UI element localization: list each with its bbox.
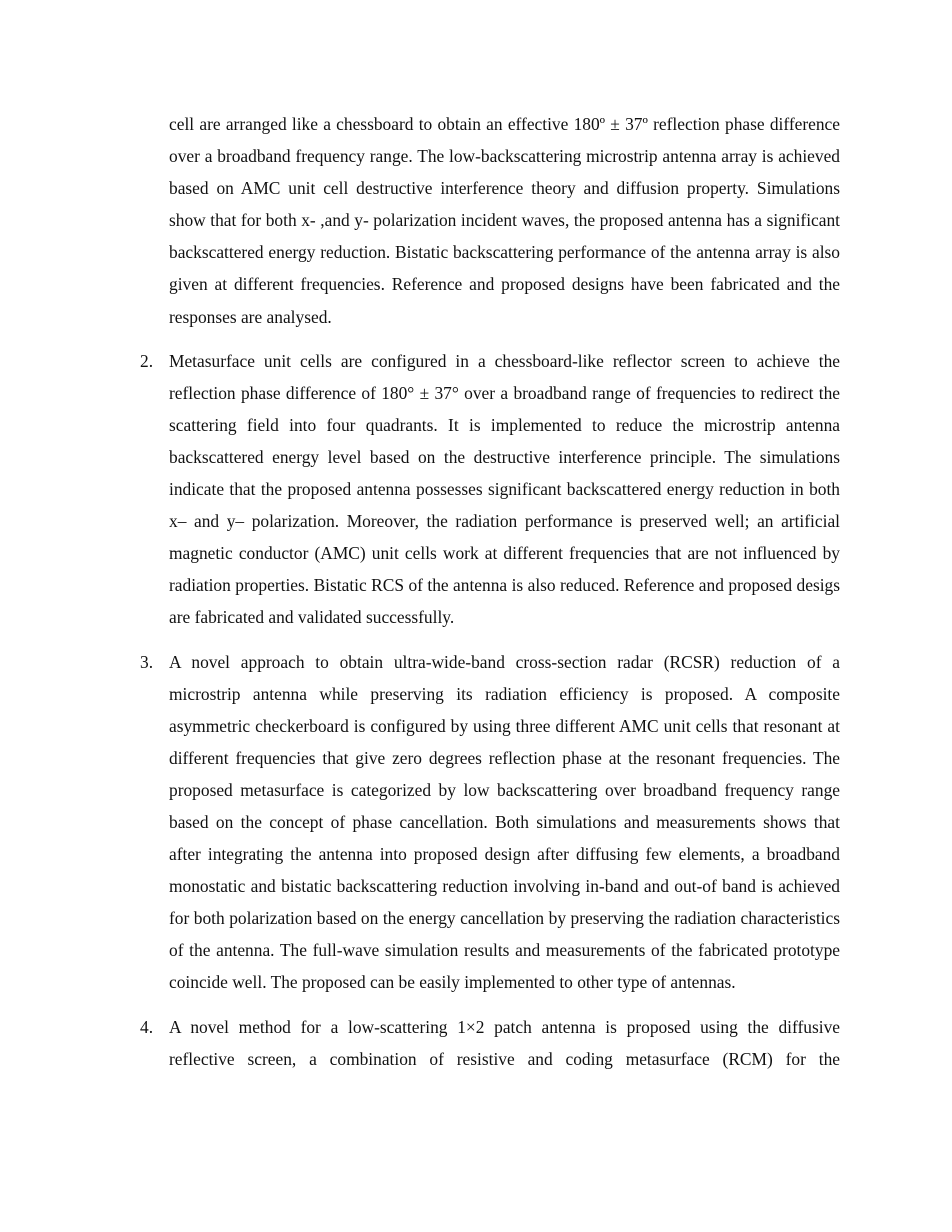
list-item-text: Metasurface unit cells are configured in a chessboard-like reflector screen to achieve the reflection phase difference of 180° ± 37° over a broadband range of frequencies to redirect the scattering field into four quadrants. It is implemented to reduce the microstrip antenna backscattered energy level based on the destructive interference principle. The simulations indicate that the proposed antenna possesses significant backscattered energy reduction in both x– and y– polarization. Moreover, the radiation performance is preserved well; an artificial magnetic conductor (AMC) unit cells work at different frequencies that are not influenced by radiation properties. Bistatic RCS of the antenna is also reduced. Reference and proposed desigs are fabricated and validated successfully. bbox=[169, 350, 840, 628]
list-item-text: A novel method for a low-scattering 1×2 patch antenna is proposed using the diffusive reflective screen, a combination of resistive and coding metasurface (RCM) for the bbox=[169, 1016, 840, 1069]
list-item bbox=[140, 1011, 840, 1075]
list-item-number: 4. bbox=[140, 1016, 154, 1037]
list-item-text: A novel approach to obtain ultra-wide-band cross-section radar (RCSR) reduction of a microstrip antenna while preserving its radiation efficiency is proposed. A composite asymmetric checkerboard is configured by using three different AMC unit cells that resonant at different frequencies that give zero degrees reflection phase at the resonant frequencies. The proposed metasurface is categorized by low backscattering over broadband frequency range based on the concept of phase cancellation. Both simulations and measurements shows that after integrating the antenna into proposed design after diffusing few elements, a broadband monostatic and bistatic backscattering reduction involving in-band and out-of band is achieved for both polarization based on the energy cancellation by preserving the radiation characteristics of the antenna. The full-wave simulation results and measurements of the fabricated prototype coincide well. The proposed can be easily implemented to other type of antennas. bbox=[169, 651, 840, 993]
list-item bbox=[140, 345, 840, 634]
list-item-number: 2. bbox=[140, 350, 154, 371]
intro-paragraph: cell are arranged like a chessboard to obtain an effective 180º ± 37º reflection phase difference over a broadband frequency range. The low-backscattering microstrip antenna array is achieved based on AMC unit cell destructive interference theory and diffusion property. Simulations show that for both x- ,and y- polarization incident waves, the proposed antenna has a significant backscattered energy reduction. Bistatic backscattering performance of the antenna array is also given at different frequencies. Reference and proposed designs have been fabricated and the responses are analysed. bbox=[169, 114, 840, 327]
document-body bbox=[140, 108, 840, 1075]
list-item bbox=[140, 646, 840, 999]
list-item-number: 3. bbox=[140, 651, 154, 672]
